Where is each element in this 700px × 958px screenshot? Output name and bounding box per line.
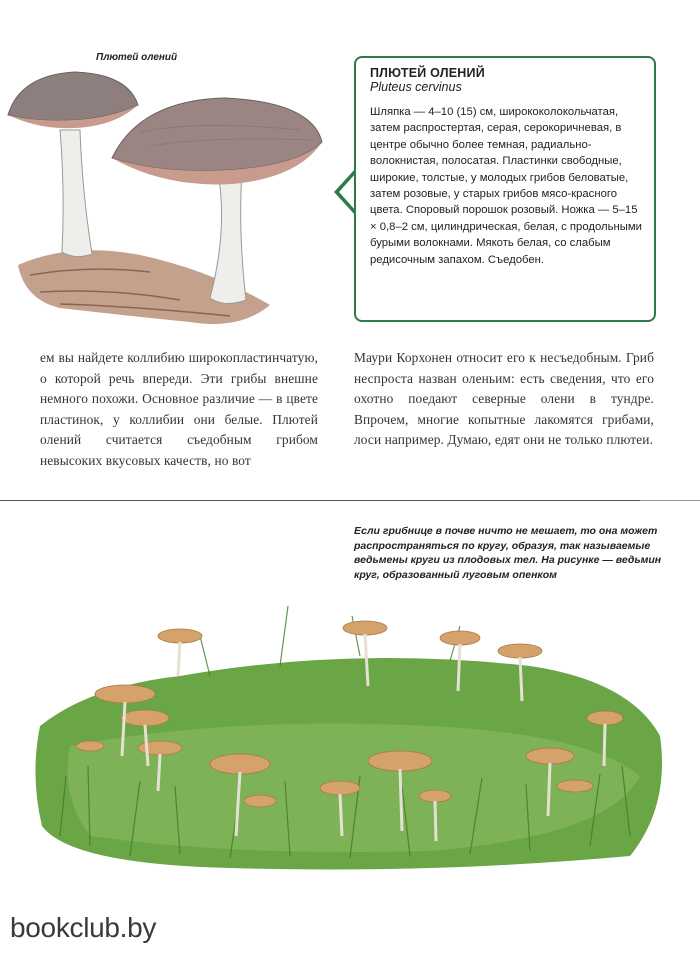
species-title: ПЛЮТЕЙ ОЛЕНИЙ [370, 66, 485, 80]
species-description: Шляпка — 4–10 (15) см, ширококолокольчатая, затем распростертая, серая, серокоричневая, в центре обычно более темная, радиально-волокнистая, полосатая. Пластинки свободные, широкие, толстые, у молодых грибов беловатые, затем розовые, у старых грибов мясо-красного цвета. Споровый порошок розовый. Ножка — 5–15 × 0,8–2 см, цилиндрическая, белая, с продольными бурыми волокнами. Мякоть белая, со слабым редисочным запахом. Съедобен. [370, 106, 642, 266]
species-latin-name: Pluteus cervinus [370, 80, 462, 94]
body-text-left: ем вы найдете коллибию широкопластинчатую, о которой речь впереди. Эти грибы внешне немного похожи. Основное различие — в цвете пластинок, у коллибии они белые. Плютей олений считается съедобным грибом невысоких вкусовых качеств, но вот [40, 350, 318, 468]
species-infobox [354, 56, 656, 322]
illustration-caption: Плютей олений [96, 52, 178, 63]
meadow-caption: Если грибнице в почве ничто не мешает, то она может распространяться по кругу, образуя, так называемые ведьмены круги из плодовых тел. На рисунке — ведьмин круг, образованный луговым опенком [354, 525, 662, 581]
site-watermark: bookclub.by [10, 912, 157, 943]
fairy-ring-illustration [30, 606, 670, 876]
section-divider [0, 500, 640, 501]
body-text-right: Маури Корхонен относит его к несъедобным. Гриб неспроста назван оленьим: есть сведения, что его охотно поедают северные олени в тундре. Впрочем, многие копытные лакомятся грибами, лоси например. Думаю, едят они не только плютеи. [354, 350, 654, 447]
pluteus-illustration [0, 60, 330, 340]
